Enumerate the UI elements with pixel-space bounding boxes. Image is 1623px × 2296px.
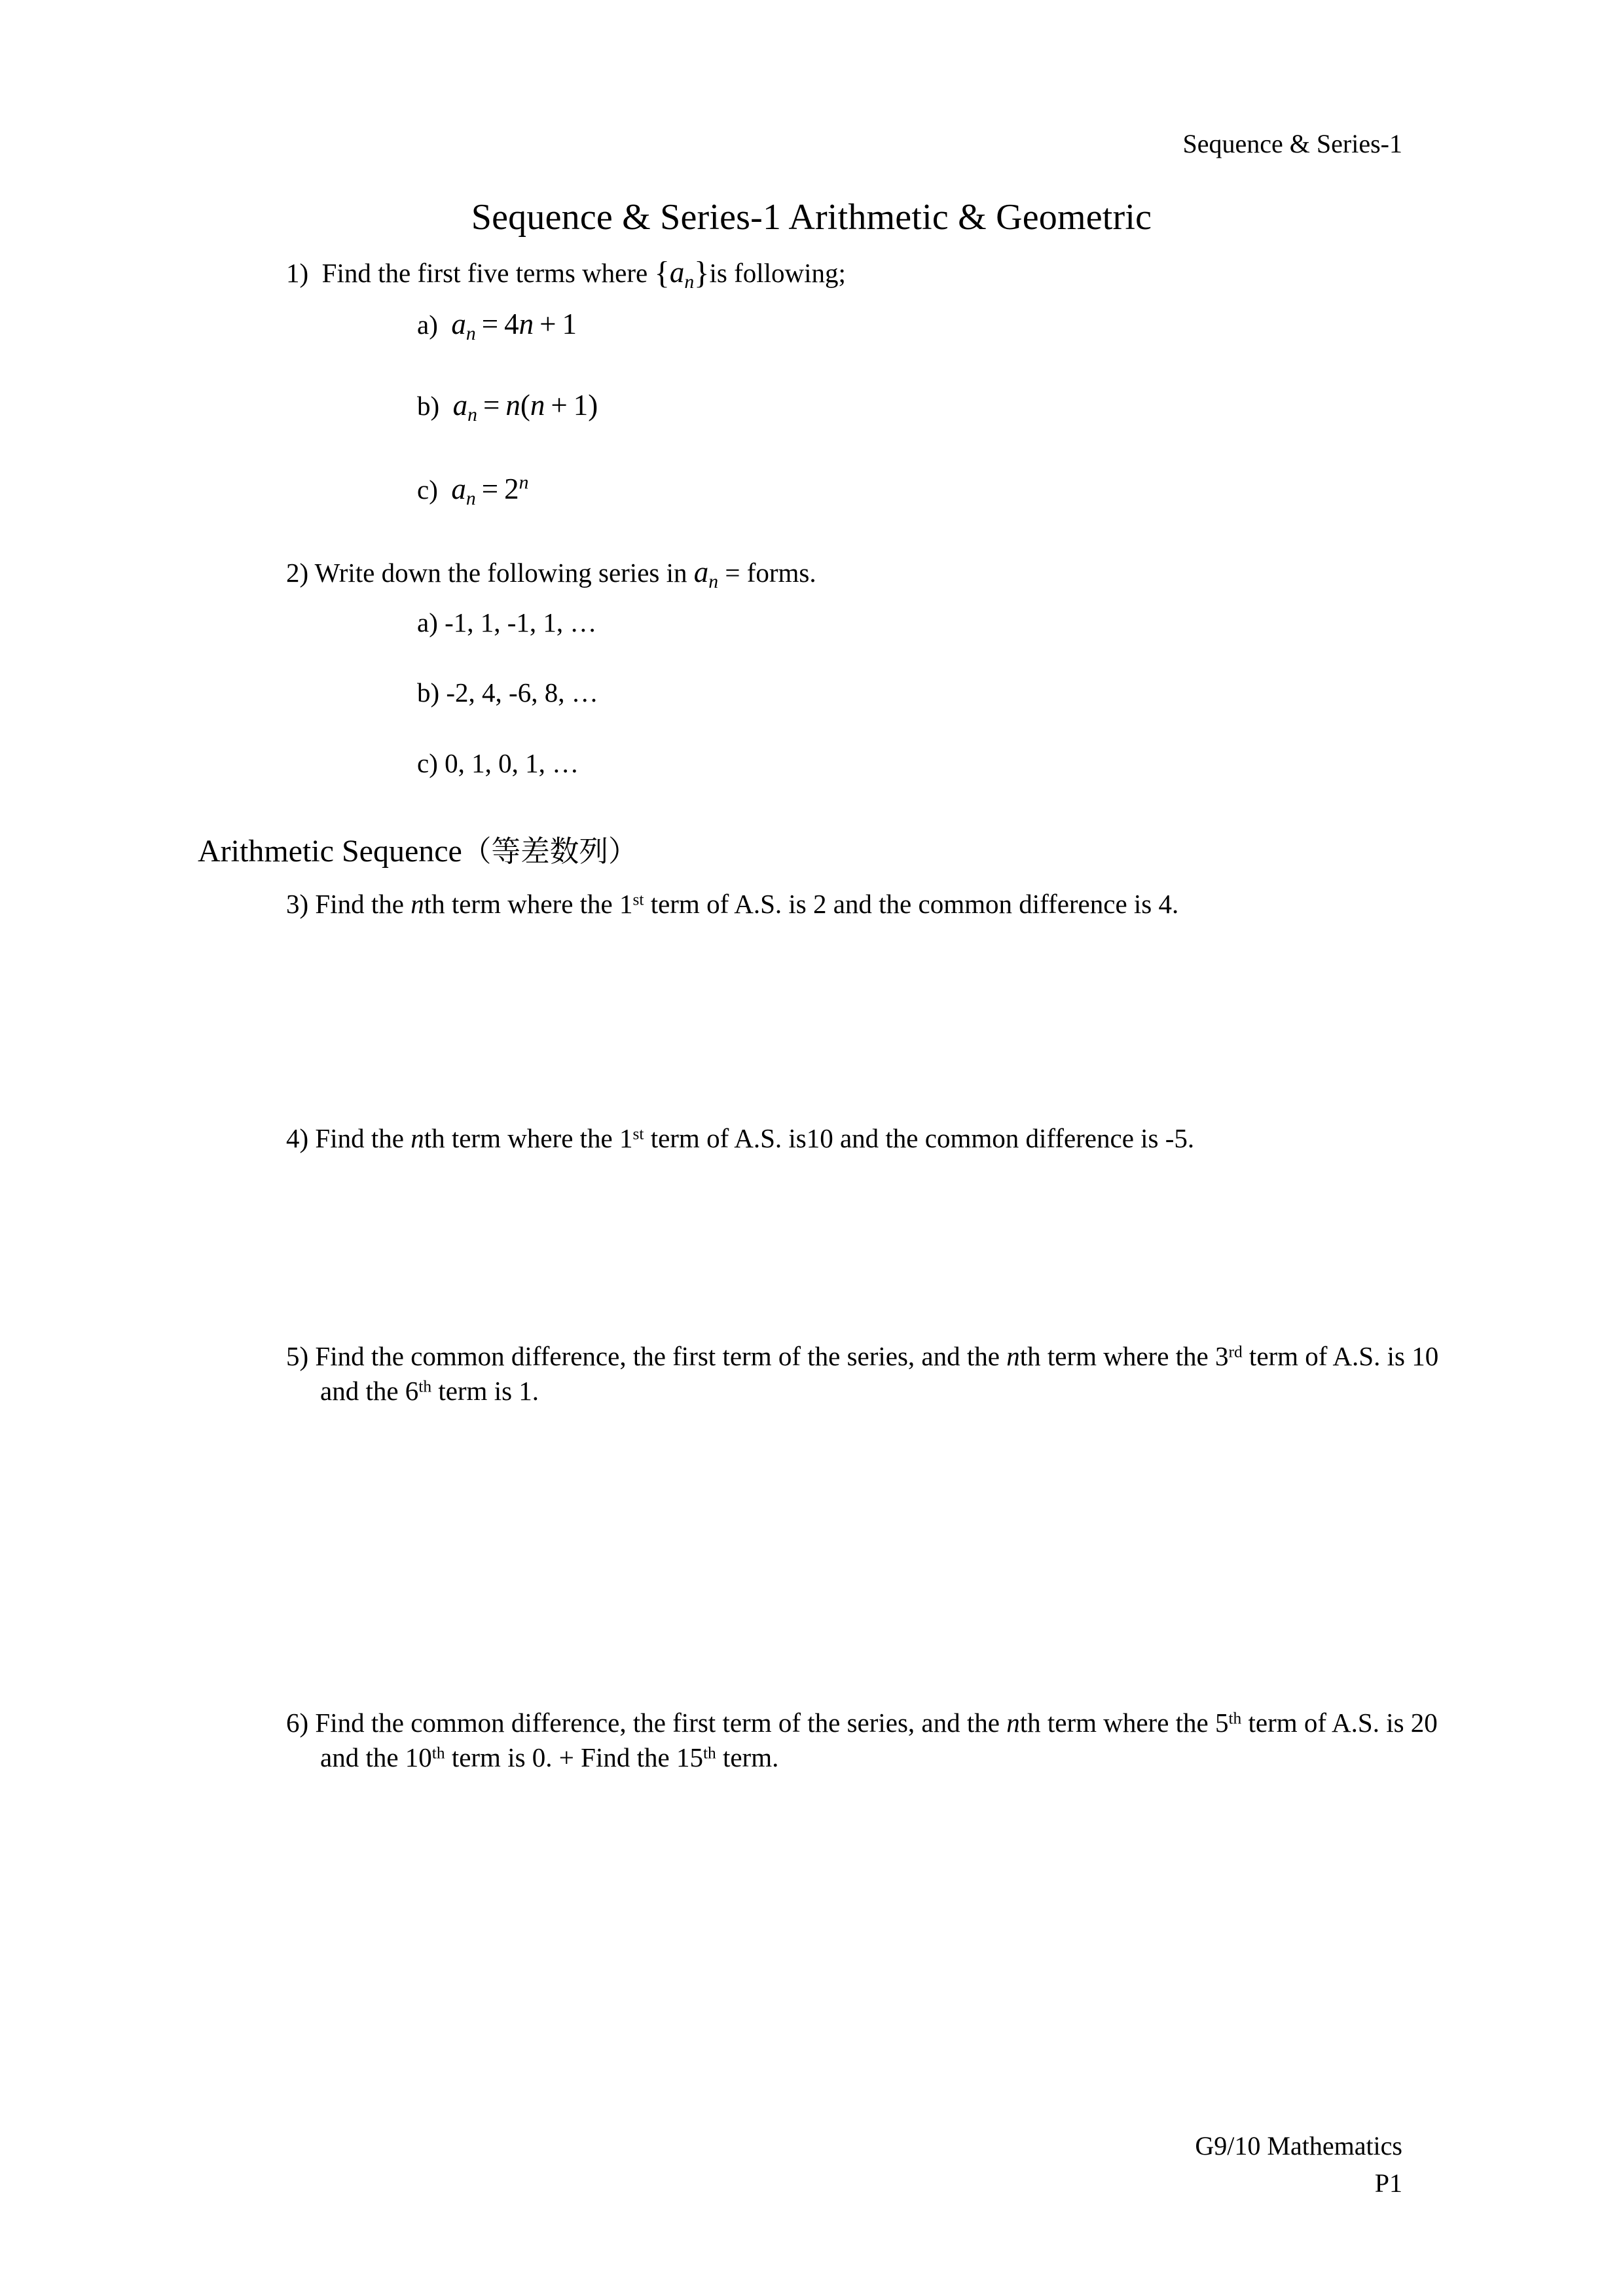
formula-a-plus: + bbox=[539, 308, 556, 340]
formula-b-open-paren: ( bbox=[520, 389, 530, 422]
question-4-seg-2: th term where the 1 bbox=[424, 1123, 633, 1153]
question-3-number: 3) bbox=[286, 889, 309, 919]
formula-c-lhs-var: a bbox=[451, 473, 466, 505]
question-4-italic-n: n bbox=[410, 1123, 424, 1153]
question-1-set-notation bbox=[654, 255, 710, 293]
item-label-b: b) bbox=[417, 391, 440, 421]
question-2-equals: = bbox=[725, 558, 740, 588]
formula-b-lhs-var: a bbox=[452, 389, 468, 422]
formula-c-lhs-sub: n bbox=[465, 488, 476, 509]
question-2-var-sub: n bbox=[708, 571, 719, 592]
formula-a-lhs-sub: n bbox=[465, 323, 476, 344]
question-6-ordinal-2: th bbox=[431, 1744, 445, 1763]
question-6-seg-1: Find the common difference, the first term of the series, and the bbox=[315, 1708, 1007, 1738]
question-6-seg-3: term of A.S. is 20 and the 10 bbox=[320, 1708, 1438, 1773]
question-5-italic-n: n bbox=[1006, 1341, 1020, 1371]
question-6-ordinal-1: th bbox=[1228, 1709, 1242, 1728]
formula-b-plus: + bbox=[551, 389, 568, 422]
item-label-2c: c) bbox=[417, 748, 438, 778]
question-3-seg-3: term of A.S. is 2 and the common difference is 4. bbox=[644, 889, 1179, 919]
formula-a-variable: n bbox=[519, 308, 534, 340]
formula-a-lhs-var: a bbox=[451, 308, 466, 340]
set-variable: a bbox=[669, 256, 685, 289]
question-4 bbox=[286, 1121, 1194, 1156]
section-heading-arithmetic-sequence bbox=[198, 833, 638, 870]
formula-c-equals: = bbox=[481, 473, 499, 505]
question-4-ordinal-1: st bbox=[632, 1124, 644, 1143]
question-2 bbox=[286, 553, 816, 595]
question-4-seg-3: term of A.S. is10 and the common difference is -5. bbox=[644, 1123, 1195, 1153]
item-label-2a: a) bbox=[417, 607, 438, 637]
formula-b-variable: n bbox=[505, 389, 520, 422]
running-header: Sequence & Series-1 bbox=[1182, 129, 1402, 158]
question-5-ordinal-2: th bbox=[418, 1377, 432, 1396]
footer-course: G9/10 Mathematics bbox=[1195, 2131, 1402, 2161]
question-1-text-after: is following; bbox=[709, 258, 846, 289]
question-5-ordinal-1: rd bbox=[1228, 1342, 1243, 1361]
formula-b-close-paren: ) bbox=[588, 389, 598, 422]
formula-a-coefficient: 4 bbox=[504, 308, 519, 340]
set-variable-subscript: n bbox=[684, 271, 695, 293]
question-1-item-a bbox=[417, 305, 577, 347]
question-3-seg-1: Find the bbox=[315, 889, 411, 919]
question-5-seg-4: term is 1. bbox=[431, 1376, 539, 1407]
question-2-number: 2) bbox=[286, 558, 309, 588]
formula-a bbox=[451, 308, 577, 344]
formula-b-inner-var: n bbox=[530, 389, 545, 422]
item-label-2b: b) bbox=[417, 677, 440, 708]
question-3-text bbox=[286, 889, 1178, 919]
formula-c-exponent: n bbox=[519, 472, 529, 493]
question-3-ordinal-1: st bbox=[632, 890, 644, 909]
question-6-seg-5: term. bbox=[716, 1742, 779, 1773]
footer-page-number: P1 bbox=[1374, 2168, 1402, 2198]
question-5-seg-2: th term where the 3 bbox=[1019, 1341, 1229, 1371]
question-5-seg-3: term of A.S. is 10 and the 6 bbox=[320, 1341, 1439, 1407]
item-label-a: a) bbox=[417, 310, 438, 340]
section-heading-english: Arithmetic Sequence bbox=[198, 834, 462, 869]
formula-c-base: 2 bbox=[504, 473, 519, 505]
question-5-seg-1: Find the common difference, the first term of the series, and the bbox=[315, 1341, 1007, 1371]
formula-b bbox=[452, 389, 598, 425]
question-1-stem bbox=[286, 255, 846, 293]
question-6-number: 6) bbox=[286, 1708, 309, 1738]
question-5-number: 5) bbox=[286, 1341, 309, 1371]
question-2-item-c bbox=[417, 746, 579, 781]
question-6-seg-4: term is 0. + Find the 15 bbox=[445, 1742, 703, 1773]
question-5 bbox=[286, 1339, 1448, 1409]
question-2-text-after: forms. bbox=[746, 558, 816, 588]
formula-b-lhs-sub: n bbox=[467, 404, 477, 425]
formula-a-equals: = bbox=[481, 308, 499, 340]
question-4-seg-1: Find the bbox=[315, 1123, 411, 1153]
question-2-item-b bbox=[417, 675, 598, 710]
question-6-seg-2: th term where the 5 bbox=[1019, 1708, 1229, 1738]
question-2-var-name: a bbox=[693, 556, 709, 588]
formula-c bbox=[451, 472, 529, 509]
question-2-stem bbox=[286, 556, 816, 592]
question-3-seg-2: th term where the 1 bbox=[424, 889, 633, 919]
item-label-c: c) bbox=[417, 475, 438, 505]
question-3-italic-n: n bbox=[410, 889, 424, 919]
section-heading-japanese: （等差数列） bbox=[462, 834, 638, 869]
question-1-item-c bbox=[417, 470, 528, 512]
formula-b-inner-const: 1 bbox=[573, 389, 589, 422]
formula-b-equals: = bbox=[483, 389, 500, 422]
question-6-ordinal-3: th bbox=[702, 1744, 716, 1763]
question-1 bbox=[286, 253, 846, 295]
question-1-number: 1) bbox=[286, 258, 309, 289]
left-brace: { bbox=[654, 255, 670, 291]
question-4-text bbox=[286, 1123, 1194, 1153]
question-2-item-a bbox=[417, 605, 596, 640]
right-brace: } bbox=[694, 255, 710, 291]
page-title: Sequence & Series-1 Arithmetic & Geometric bbox=[471, 197, 1152, 238]
question-1-text-before: Find the first five terms where bbox=[321, 258, 648, 289]
question-3 bbox=[286, 887, 1178, 922]
question-6 bbox=[286, 1706, 1448, 1776]
question-6-italic-n: n bbox=[1006, 1708, 1020, 1738]
series-values-2a: -1, 1, -1, 1, … bbox=[445, 607, 597, 637]
question-2-text-before: Write down the following series in bbox=[314, 558, 687, 588]
question-2-variable bbox=[693, 556, 719, 592]
series-values-2b: -2, 4, -6, 8, … bbox=[446, 677, 598, 708]
question-1-item-b bbox=[417, 386, 598, 428]
question-4-number: 4) bbox=[286, 1123, 309, 1153]
formula-a-constant: 1 bbox=[562, 308, 577, 340]
series-values-2c: 0, 1, 0, 1, … bbox=[445, 748, 579, 778]
